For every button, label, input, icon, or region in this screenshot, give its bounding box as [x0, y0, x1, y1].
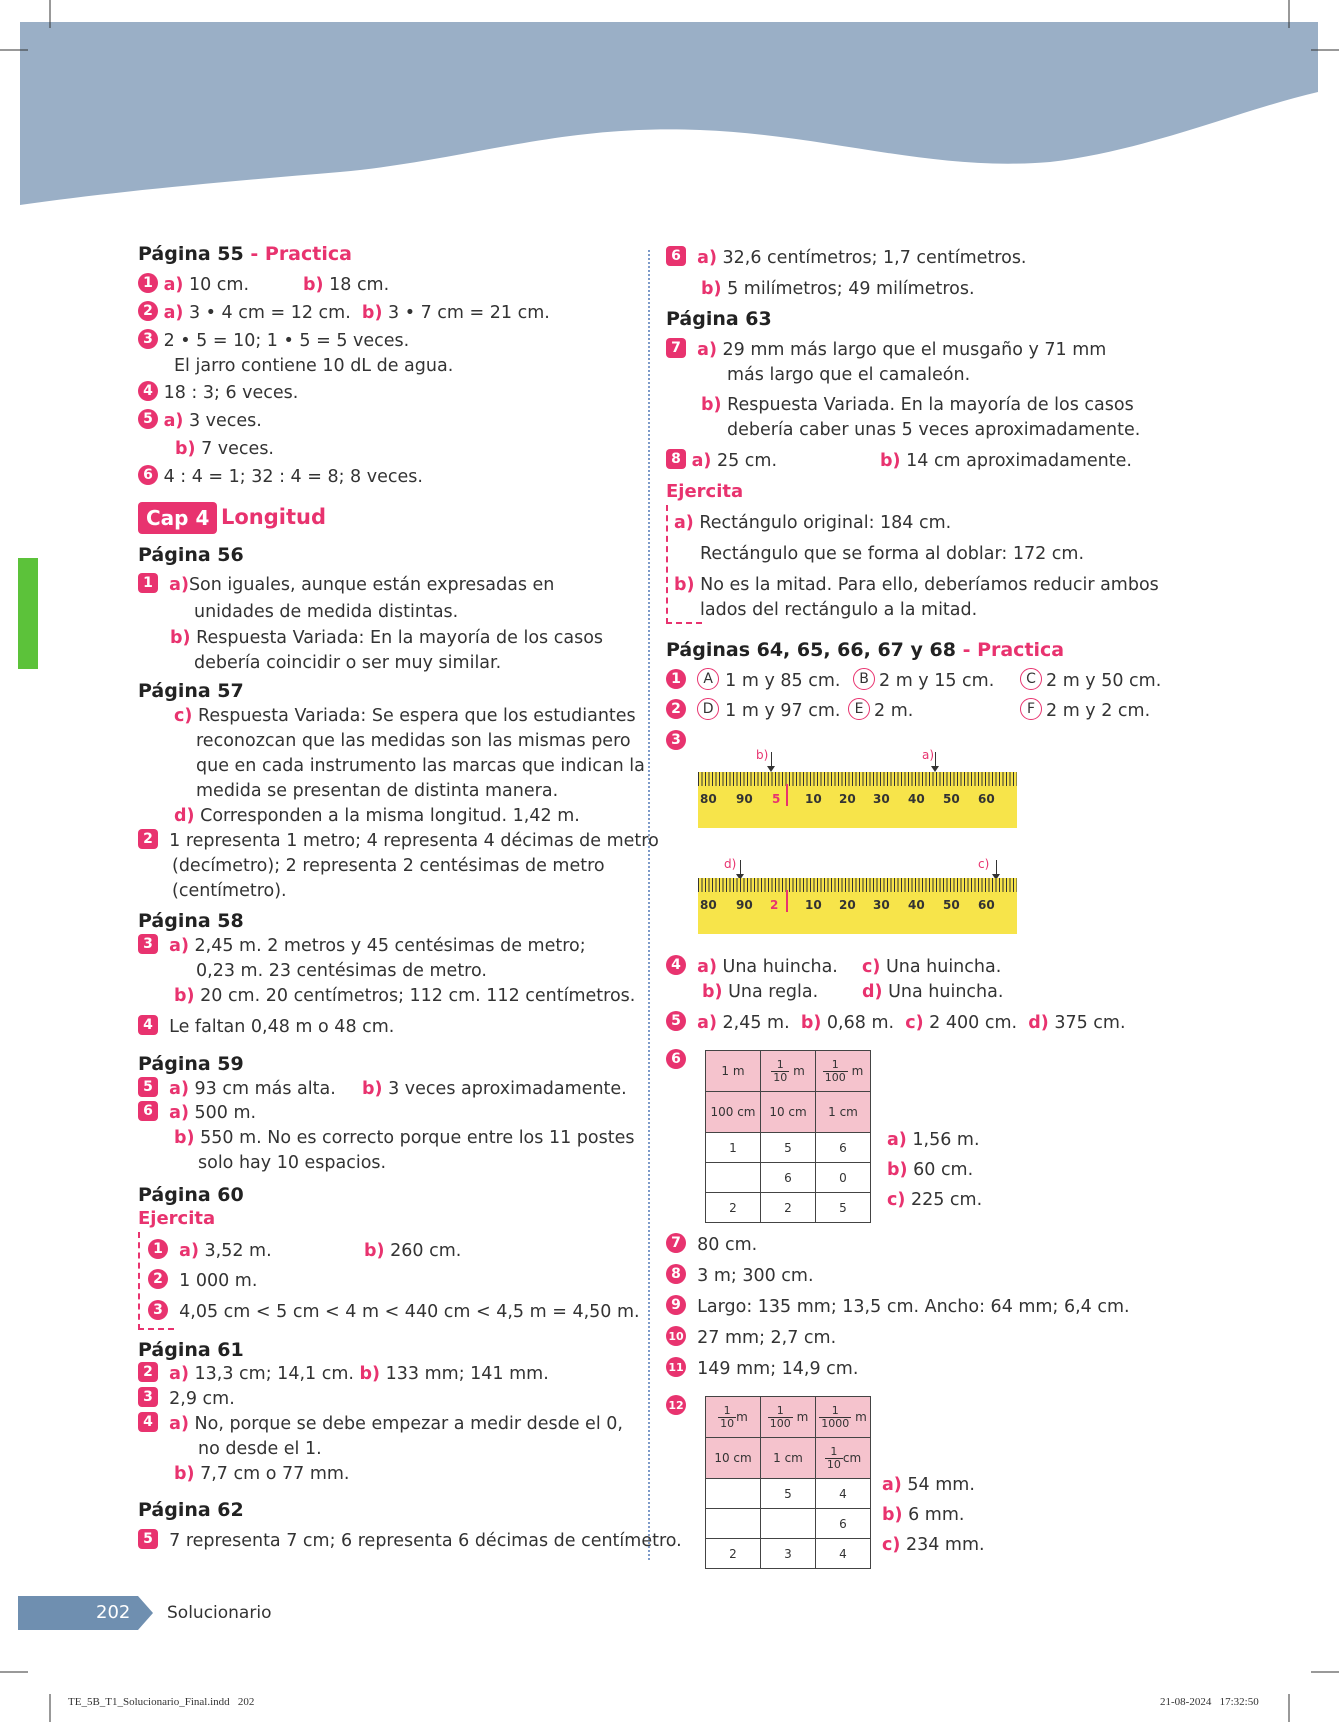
answer-5b: b) 7 veces. — [175, 439, 274, 459]
q9: 9 Largo: 135 mm; 13,5 cm. Ancho: 64 mm; 6,4 cm. — [666, 1295, 1130, 1320]
ruler-1-label: 5 — [772, 792, 781, 806]
answer-5: 5 a) 3 veces. — [138, 409, 262, 434]
page-58-heading: Página 58 — [138, 910, 244, 932]
c1a: 1 a)Son iguales, aunque están expresadas en — [138, 573, 554, 598]
ruler-2-label: 30 — [873, 898, 890, 912]
q12-number: 12 — [666, 1395, 686, 1420]
d4b: b) 7,7 cm o 77 mm. — [174, 1464, 350, 1484]
c1b-cont: debería coincidir o ser muy similar. — [194, 653, 502, 673]
table-6-sub-1: 100 cm — [706, 1092, 761, 1133]
q2: 2 D 1 m y 97 cm. — [666, 699, 840, 724]
c1c-cont1: reconozcan que las medidas son las mismas pero — [196, 731, 631, 751]
r7a: 7 a) 29 mm más largo que el musgaño y 71 mm — [666, 338, 1106, 363]
q6-a: a) 1,56 m. — [887, 1130, 980, 1150]
file-slug: TE_5B_T1_Solucionario_Final.indd 202 — [68, 1696, 255, 1708]
pages-64-68-heading: Páginas 64, 65, 66, 67 y 68 - Practica — [666, 639, 1065, 661]
table-cell — [761, 1509, 816, 1539]
ruler-2-label: 50 — [943, 898, 960, 912]
r8b: b) 14 cm aproximadamente. — [880, 451, 1132, 471]
side-tab — [18, 558, 38, 669]
r8a: 8 a) 25 cm. — [666, 449, 777, 474]
table-cell: 5 — [816, 1193, 871, 1223]
ruler2-arrow-d-label: d) — [724, 857, 737, 871]
table-12-sub-3: $\frac{1}{10}$ cm — [816, 1438, 871, 1479]
table-12-head-dm: $\frac{1}{10}$ m — [706, 1397, 761, 1438]
q4-c: c) Una huincha. — [862, 957, 1002, 977]
e3: 3 4,05 cm < 5 cm < 4 m < 440 cm < 4,5 m = 4,50 m. — [148, 1300, 640, 1325]
c1d: d) Corresponden a la misma longitud. 1,42 m. — [174, 806, 580, 826]
c1a-cont: unidades de medida distintas. — [194, 602, 459, 622]
ruler-1-label: 40 — [908, 792, 925, 806]
table-cell: 3 — [761, 1539, 816, 1569]
r6a: 6 a) 32,6 centímetros; 1,7 centímetros. — [666, 246, 1027, 271]
ruler-2-label: 90 — [736, 898, 753, 912]
table-cell: 5 — [761, 1133, 816, 1163]
answer-3-cont: El jarro contiene 10 dL de agua. — [174, 356, 454, 376]
table-cell: 1 — [706, 1133, 761, 1163]
ruler2-arrow-c — [996, 860, 997, 876]
ruler-1-label: 30 — [873, 792, 890, 806]
ruler-2-label: 40 — [908, 898, 925, 912]
ruler1-arrow-a — [935, 752, 936, 768]
table-cell: 6 — [816, 1133, 871, 1163]
ruler-1 — [698, 772, 1017, 828]
answer-1b: b) 18 cm. — [303, 275, 390, 295]
ruler-2-ticks — [698, 878, 1017, 892]
table-12-sub-1: 10 cm — [706, 1438, 761, 1479]
table-cell: 4 — [816, 1539, 871, 1569]
page-number-tab — [18, 1596, 153, 1630]
eb: b) No es la mitad. Para ello, deberíamos reducir ambos — [674, 575, 1159, 595]
ruler-2-label: 60 — [978, 898, 995, 912]
c1c: c) Respuesta Variada: Se espera que los estudiantes — [174, 706, 636, 726]
table-cell: 2 — [706, 1539, 761, 1569]
q12-a: a) 54 mm. — [882, 1475, 975, 1495]
table-12 — [705, 1396, 871, 1569]
ruler1-arrow-a-label: a) — [922, 748, 935, 762]
ruler-1-label: 60 — [978, 792, 995, 806]
answer-1: 1 a) 10 cm. — [138, 273, 249, 298]
q10: 10 27 mm; 2,7 cm. — [666, 1326, 836, 1351]
c3a-cont: 0,23 m. 23 centésimas de metro. — [196, 961, 487, 981]
table-6-sub-3: 1 cm — [816, 1092, 871, 1133]
e1: 1 a) 3,52 m. — [148, 1239, 272, 1264]
table-cell: 2 — [761, 1193, 816, 1223]
q4-a: 4 a) Una huincha. — [666, 955, 838, 980]
ruler-1-label: 80 — [700, 792, 717, 806]
ea: a) Rectángulo original: 184 cm. — [674, 513, 952, 533]
c6b: b) 550 m. No es correcto porque entre los 11 postes — [174, 1128, 635, 1148]
q2-e: E 2 m. — [848, 699, 913, 724]
table-6-head-cm: $\frac{1}{100}$ m — [816, 1051, 871, 1092]
page-60-heading: Página 60 — [138, 1184, 244, 1206]
page-57-heading: Página 57 — [138, 680, 244, 702]
c5a: 5 a) 93 cm más alta. — [138, 1077, 336, 1102]
c3b: b) 20 cm. 20 centímetros; 112 cm. 112 centímetros. — [174, 986, 636, 1006]
answer-4: 4 18 : 3; 6 veces. — [138, 381, 298, 406]
q2-f: F 2 m y 2 cm. — [1020, 699, 1150, 724]
ruler-2-label: 80 — [700, 898, 717, 912]
ruler1-arrow-b-label: b) — [756, 748, 769, 762]
q6-number: 6 — [666, 1049, 686, 1074]
q12-b: b) 6 mm. — [882, 1505, 965, 1525]
table-cell: 5 — [761, 1479, 816, 1509]
ruler-2-label: 20 — [839, 898, 856, 912]
q7: 7 80 cm. — [666, 1233, 757, 1258]
answer-3: 3 2 • 5 = 10; 1 • 5 = 5 veces. — [138, 329, 409, 354]
table-cell: 2 — [706, 1193, 761, 1223]
ruler-2-meter-mark — [786, 890, 788, 912]
table-cell — [706, 1163, 761, 1193]
c5b: b) 3 veces aproximadamente. — [362, 1079, 627, 1099]
ejercita-label: Ejercita — [138, 1208, 216, 1229]
table-cell — [706, 1509, 761, 1539]
column-divider — [648, 250, 650, 1560]
q6-b: b) 60 cm. — [887, 1160, 974, 1180]
d4a: 4 a) No, porque se debe empezar a medir desde el 0, — [138, 1412, 623, 1437]
answer-6: 6 4 : 4 = 1; 32 : 4 = 8; 8 veces. — [138, 465, 423, 490]
table-cell — [706, 1479, 761, 1509]
r7b: b) Respuesta Variada. En la mayoría de los casos — [701, 395, 1134, 415]
table-6-head-1m: 1 m — [706, 1051, 761, 1092]
ruler-2 — [698, 878, 1017, 934]
q8: 8 3 m; 300 cm. — [666, 1264, 814, 1289]
c2-cont1: (decímetro); 2 representa 2 centésimas de metro — [172, 856, 605, 876]
page-62-heading: Página 62 — [138, 1499, 244, 1521]
q3-number: 3 — [666, 730, 686, 755]
table-12-sub-2: 1 cm — [761, 1438, 816, 1479]
ruler1-arrow-b — [771, 752, 772, 768]
ruler-2-label: 10 — [805, 898, 822, 912]
ruler2-arrow-d — [740, 860, 741, 876]
r6b: b) 5 milímetros; 49 milímetros. — [701, 279, 975, 299]
ruler-1-label: 20 — [839, 792, 856, 806]
d3: 3 2,9 cm. — [138, 1387, 235, 1412]
c1b: b) Respuesta Variada: En la mayoría de los casos — [170, 628, 604, 648]
q4-b: b) Una regla. — [702, 982, 819, 1002]
ruler-1-meter-mark — [786, 784, 788, 806]
table-6-sub-2: 10 cm — [761, 1092, 816, 1133]
table-6-head-dm: $\frac{1}{10}$ m — [761, 1051, 816, 1092]
c2: 2 1 representa 1 metro; 4 representa 4 décimas de metro — [138, 829, 659, 854]
page-56-heading: Página 56 — [138, 544, 244, 566]
c1c-cont2: que en cada instrumento las marcas que indican la — [196, 756, 645, 776]
d5: 5 7 representa 7 cm; 6 representa 6 décimas de centímetro. — [138, 1529, 682, 1554]
page-number: 202 — [96, 1602, 131, 1623]
e1b: b) 260 cm. — [364, 1241, 462, 1261]
c3a: 3 a) 2,45 m. 2 metros y 45 centésimas de metro; — [138, 934, 586, 959]
ruler-1-ticks — [698, 772, 1017, 786]
eb-cont: lados del rectángulo a la mitad. — [700, 600, 978, 620]
table-12-head-cm: $\frac{1}{100}$ m — [761, 1397, 816, 1438]
page-55-heading: Página 55 - Practica — [138, 243, 352, 265]
c4: 4 Le faltan 0,48 m o 48 cm. — [138, 1015, 394, 1040]
ruler-1-label: 50 — [943, 792, 960, 806]
q1: 1 A 1 m y 85 cm. — [666, 669, 840, 694]
footer-label: Solucionario — [167, 1603, 272, 1623]
e2: 2 1 000 m. — [148, 1269, 257, 1294]
r7b-cont: debería caber unas 5 veces aproximadamente. — [727, 420, 1141, 440]
table-cell: 6 — [816, 1509, 871, 1539]
page-63-heading: Página 63 — [666, 308, 772, 330]
q4-d: d) Una huincha. — [862, 982, 1004, 1002]
table-cell: 0 — [816, 1163, 871, 1193]
c6a: 6 a) 500 m. — [138, 1101, 256, 1126]
table-6 — [705, 1050, 871, 1223]
ruler-2-label: 2 — [770, 898, 779, 912]
table-cell: 4 — [816, 1479, 871, 1509]
r7a-cont: más largo que el camaleón. — [727, 365, 971, 385]
c6b-cont: solo hay 10 espacios. — [198, 1153, 387, 1173]
q1-c: C 2 m y 50 cm. — [1020, 669, 1161, 694]
page-59-heading: Página 59 — [138, 1053, 244, 1075]
q5: 5 a) 2,45 m. b) 0,68 m. c) 2 400 cm. d) 375 cm. — [666, 1011, 1126, 1036]
q1-b: B 2 m y 15 cm. — [853, 669, 994, 694]
table-cell: 6 — [761, 1163, 816, 1193]
q11: 11 149 mm; 14,9 cm. — [666, 1357, 858, 1382]
page-61-heading: Página 61 — [138, 1339, 244, 1361]
chapter-badge: Cap 4 — [138, 502, 217, 534]
ruler-1-label: 90 — [736, 792, 753, 806]
print-timestamp: 21-08-2024 17:32:50 — [1160, 1696, 1259, 1708]
answer-2: 2 a) 3 • 4 cm = 12 cm. b) 3 • 7 cm = 21 cm. — [138, 301, 550, 326]
c2-cont2: (centímetro). — [172, 881, 287, 901]
ejercita-label-right: Ejercita — [666, 481, 744, 502]
q6-c: c) 225 cm. — [887, 1190, 983, 1210]
chapter-title: Longitud — [221, 505, 327, 529]
ruler2-arrow-c-label: c) — [978, 857, 990, 871]
ruler-1-label: 10 — [805, 792, 822, 806]
table-12-head-mm: $\frac{1}{1000}$ m — [816, 1397, 871, 1438]
q12-c: c) 234 mm. — [882, 1535, 985, 1555]
c1c-cont3: medida se presentan de distinta manera. — [196, 781, 559, 801]
d4a-cont: no desde el 1. — [198, 1439, 322, 1459]
d2: 2 a) 13,3 cm; 14,1 cm. b) 133 mm; 141 mm. — [138, 1362, 549, 1387]
ea-cont: Rectángulo que se forma al doblar: 172 cm. — [700, 544, 1085, 564]
